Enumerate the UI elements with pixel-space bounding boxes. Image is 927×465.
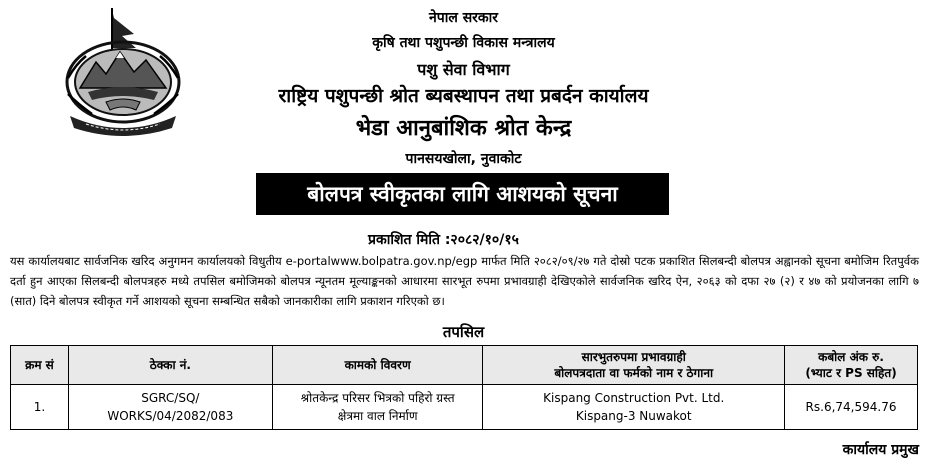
notice-body: यस कार्यालयबाट सार्वजनिक खरिद अनुगमन कार्यालयको विधुतीय e-portalwww.bolpatra.gov.np/egp मार्फत मिति २०८२/०९/२७ गते दोस्रो पटक प्रकाशित सिलबन्दी बोलपत्र अह्वानको सूचना बमोजिम रितपुर्वक दर्ता हुन आएका सिलबन्दी बोलपत्रहरु मध्ये तपसिल बमोजिमको बोलपत्र न्यूनतम मूल्याङ्कनको आधारमा सारभूत रुपमा प्रभावग्राही देखिएकोले सार्वजनिक खरिद ऐन, २०६३ को दफा २७ (२) र ४७ को प्रयोजनका लागि ७ (सात) दिने बोलपत्र स्वीकृत गर्ने आशयको सूचना सम्बन्धित सबैको जानकारीका लागि प्रकाशन गरिएको छ। <box>10 254 919 308</box>
center-name: भेडा आनुबांशिक श्रोत केन्द्र <box>355 116 572 141</box>
cell-work-description: श्रोतकेन्द्र परिसर भित्रको पहिरो ग्रस्त क्षेत्रमा वाल निर्माण <box>272 385 483 430</box>
col-header-bid-amount: कबोल अंक रु. (भ्याट र PS सहित) <box>785 346 918 385</box>
table-row <box>11 385 918 430</box>
table-title: तपसिल <box>442 323 485 341</box>
cell-bid-amount: Rs.6,74,594.76 <box>785 385 918 430</box>
cell-bidder: Kispang Construction Pvt. Ltd. Kispang-3 Nuwakot <box>483 385 785 430</box>
notice-title: बोलपत्र स्वीकृतका लागि आशयको सूचना <box>256 173 669 215</box>
col-header-contract-no: ठेक्का नं. <box>68 346 272 385</box>
office-chief-signature: कार्यालय प्रमुख <box>842 442 919 458</box>
bid-table <box>10 345 918 430</box>
col-header-serial: क्रम सं <box>11 346 69 385</box>
table-header-row <box>11 346 918 385</box>
col-header-bidder: सारभुतरुपमा प्रभावग्राही बोलपत्रदाता वा फर्मको नाम र ठेगाना <box>483 346 785 385</box>
department-name: पशु सेवा विभाग <box>417 60 510 79</box>
government-name: नेपाल सरकार <box>428 10 498 26</box>
cell-serial: 1. <box>11 385 69 430</box>
cell-contract-no: SGRC/SQ/ WORKS/04/2082/083 <box>68 385 272 430</box>
published-date: प्रकाशित मिति :२०८२/१०/१५ <box>368 232 519 248</box>
col-header-work-description: कामको विवरण <box>272 346 483 385</box>
office-name: राष्ट्रिय पशुपन्छी श्रोत ब्यबस्थापन तथा प्रबर्दन कार्यालय <box>278 85 649 107</box>
ministry-name: कृषि तथा पशुपन्छी विकास मन्त्रालय <box>372 35 555 51</box>
office-location: पानसयखोला, नुवाकोट <box>405 151 522 167</box>
